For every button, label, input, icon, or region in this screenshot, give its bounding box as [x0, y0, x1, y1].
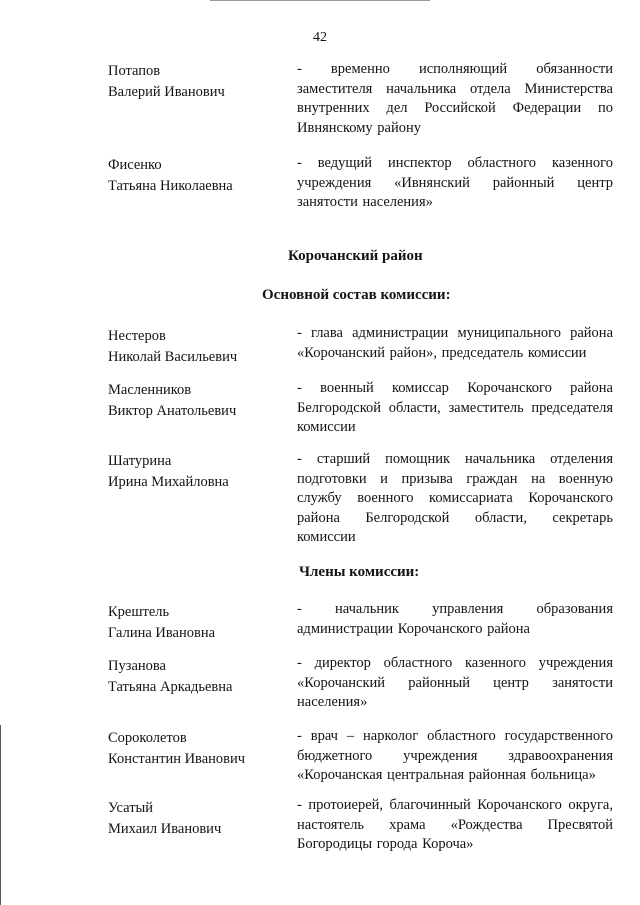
person-name — [108, 602, 288, 644]
person-role: - начальник управления образования администрации Корочанского района — [297, 601, 613, 637]
surname: Усатый — [108, 800, 154, 816]
given-names: Константин Иванович — [108, 751, 246, 767]
person-name — [108, 155, 288, 197]
surname: Потапов — [108, 63, 161, 79]
given-names: Галина Ивановна — [108, 625, 216, 641]
person-role: - глава администрации муниципального района «Корочанский район», председатель комиссии — [297, 325, 613, 361]
person-name — [108, 61, 288, 103]
scan-edge-line — [0, 725, 1, 905]
person-name — [108, 380, 288, 422]
given-names: Татьяна Николаевна — [108, 178, 233, 194]
surname: Крештель — [108, 604, 170, 620]
given-names: Виктор Анатольевич — [108, 403, 237, 419]
surname: Фисенко — [108, 157, 162, 173]
given-names: Ирина Михайловна — [108, 474, 229, 490]
person-role: - военный комиссар Корочанского района Белгородской области, заместитель председателя комиссии — [297, 380, 613, 435]
given-names: Валерий Иванович — [108, 84, 225, 100]
person-name — [108, 451, 288, 493]
surname: Нестеров — [108, 328, 166, 344]
person-name — [108, 798, 288, 840]
person-name — [108, 656, 288, 698]
given-names: Татьяна Аркадьевна — [108, 679, 233, 695]
main-composition-heading: Основной состав комиссии: — [262, 287, 451, 303]
given-names: Николай Васильевич — [108, 349, 238, 365]
given-names: Михаил Иванович — [108, 821, 222, 837]
person-role: - врач – нарколог областного государственного бюджетного учреждения здравоохранения «Корочанская центральная районная больница» — [297, 728, 613, 783]
person-name — [108, 728, 288, 770]
surname: Пузанова — [108, 658, 166, 674]
page-number: 42 — [313, 30, 327, 45]
surname: Масленников — [108, 382, 192, 398]
person-role: - ведущий инспектор областного казенного учреждения «Ивнянский районный центр занятости населения» — [297, 155, 613, 210]
surname: Шатурина — [108, 453, 172, 469]
members-heading: Члены комиссии: — [299, 564, 420, 580]
scan-edge-mark — [210, 0, 430, 1]
person-role: - временно исполняющий обязанности заместителя начальника отдела Министерства внутренних дел Российской Федерации по Ивнянскому району — [297, 61, 613, 136]
person-role: - старший помощник начальника отделения подготовки и призыва граждан на военную службу военного комиссариата Корочанского района Белгородской области, секретарь комиссии — [297, 451, 613, 545]
person-role: - протоиерей, благочинный Корочанского округа, настоятель храма «Рождества Пресвятой Богородицы города Короча» — [297, 797, 613, 852]
surname: Сороколетов — [108, 730, 187, 746]
person-role: - директор областного казенного учреждения «Корочанский районный центр занятости населения» — [297, 655, 613, 710]
person-name — [108, 326, 288, 368]
district-heading: Корочанский район — [288, 248, 423, 264]
